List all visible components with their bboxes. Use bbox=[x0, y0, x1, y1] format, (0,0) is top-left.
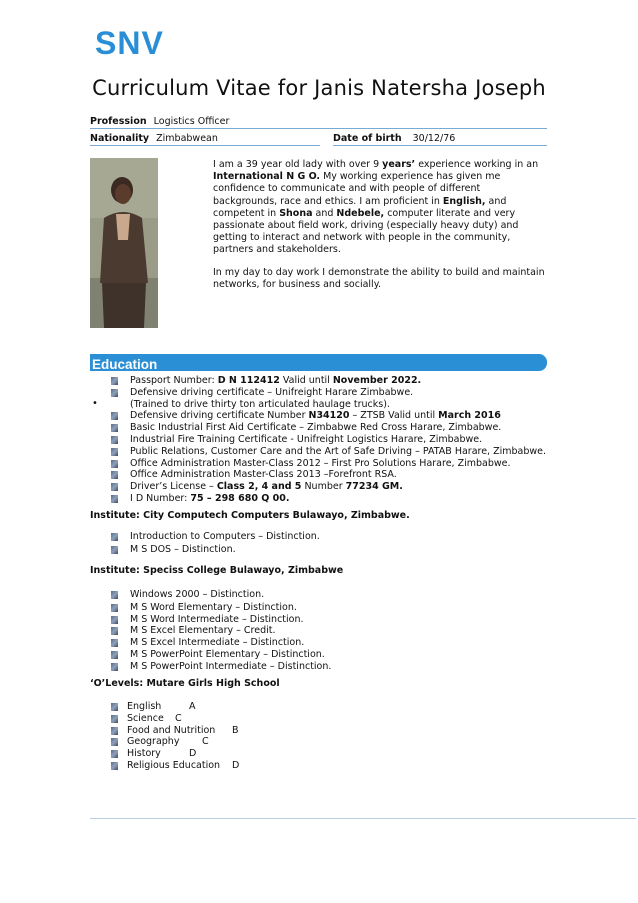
bullet-icon bbox=[111, 651, 118, 659]
institute-list bbox=[111, 589, 331, 673]
dob-value: 30/12/76 bbox=[412, 133, 456, 144]
item-text: Defensive driving certificate – Unifreight Harare Zimbabwe. bbox=[130, 386, 414, 398]
bullet-icon bbox=[111, 663, 118, 671]
bullet-icon bbox=[111, 627, 118, 635]
item-emphasis: 75 – 298 680 Q 00. bbox=[190, 492, 290, 504]
bullet-icon bbox=[111, 616, 118, 624]
bio-text: I am a 39 year old lady with over 9 bbox=[213, 159, 383, 170]
education-item bbox=[111, 481, 546, 493]
item-text: – ZTSB Valid until bbox=[349, 410, 439, 422]
course-item bbox=[111, 602, 331, 614]
course-text: M S Excel Intermediate – Distinction. bbox=[130, 637, 305, 649]
bullet-icon bbox=[111, 703, 118, 711]
subject-name: History bbox=[127, 748, 161, 760]
course-text: M S Word Elementary – Distinction. bbox=[130, 601, 297, 613]
education-item bbox=[111, 469, 546, 481]
bullet-icon bbox=[111, 546, 118, 554]
course-text: Windows 2000 – Distinction. bbox=[130, 589, 265, 600]
snv-logo: SNV bbox=[95, 25, 164, 61]
bullet-icon bbox=[111, 377, 118, 385]
item-text: I D Number: bbox=[130, 492, 191, 504]
course-text: Introduction to Computers – Distinction. bbox=[130, 531, 320, 542]
dob-row bbox=[333, 133, 455, 144]
bio-section bbox=[213, 159, 545, 301]
education-item bbox=[111, 446, 546, 458]
subject-item bbox=[111, 725, 239, 737]
bullet-dot: • bbox=[92, 398, 98, 409]
bullet-icon bbox=[111, 460, 118, 468]
bullet-icon bbox=[111, 389, 118, 397]
bullet-icon bbox=[111, 533, 118, 541]
item-emphasis: D N 112412 bbox=[217, 375, 280, 386]
bullet-icon bbox=[111, 424, 118, 432]
divider bbox=[90, 128, 547, 129]
subject-name: Food and Nutrition bbox=[127, 724, 216, 736]
item-text: Public Relations, Customer Care and the Art of Safe Driving – PATAB Harare, Zimbabwe. bbox=[130, 445, 547, 457]
item-emphasis: November 2022. bbox=[332, 375, 422, 386]
item-text: Number bbox=[301, 481, 346, 493]
item-text: Basic Industrial First Aid Certificate – Zimbabwe Red Cross Harare, Zimbabwe. bbox=[130, 422, 502, 434]
subject-item bbox=[111, 760, 239, 772]
subject-grade: B bbox=[232, 724, 239, 736]
bullet-icon bbox=[111, 448, 118, 456]
bio-paragraph: In my day to day work I demonstrate the ability to build and maintain networks, for business and socially. bbox=[213, 266, 545, 290]
nationality-row bbox=[90, 133, 218, 144]
subject-grade: C bbox=[175, 712, 182, 724]
education-item bbox=[111, 387, 546, 399]
bio-text: and bbox=[312, 207, 337, 219]
profile-photo bbox=[90, 158, 158, 328]
bio-text: My working experience has given me confidence to communicate and with people of different backgrounds, race and ethics. I am proficient in bbox=[213, 171, 501, 207]
profession-row bbox=[90, 116, 229, 127]
bullet-icon bbox=[111, 591, 118, 599]
subject-item bbox=[111, 713, 239, 725]
bio-emphasis: International N G O. bbox=[213, 171, 321, 183]
bio-emphasis: Shona bbox=[279, 207, 313, 219]
subject-name: English bbox=[127, 701, 162, 712]
bullet-icon bbox=[111, 750, 118, 758]
bullet-icon bbox=[111, 715, 118, 723]
bio-text: experience working in an bbox=[415, 159, 539, 170]
subject-grade: D bbox=[232, 759, 240, 771]
course-text: M S Word Intermediate – Distinction. bbox=[130, 613, 304, 625]
olevels-list bbox=[111, 701, 239, 772]
item-text: Passport Number: bbox=[130, 375, 218, 386]
education-item bbox=[111, 399, 546, 411]
bullet-icon bbox=[111, 436, 118, 444]
course-item bbox=[111, 614, 331, 626]
item-emphasis: March 2016 bbox=[438, 410, 501, 422]
item-text: Office Administration Master-Class 2013 –Forefront RSA. bbox=[130, 469, 397, 481]
bullet-icon bbox=[111, 604, 118, 612]
course-text: M S PowerPoint Intermediate – Distinction. bbox=[130, 660, 332, 672]
subject-name: Science bbox=[127, 712, 164, 724]
bullet-icon bbox=[111, 738, 118, 746]
subject-grade: D bbox=[189, 748, 197, 760]
item-emphasis: 77234 GM. bbox=[345, 481, 403, 493]
subject-grade: A bbox=[189, 701, 196, 712]
bullet-icon bbox=[111, 471, 118, 479]
footer-divider bbox=[90, 818, 636, 819]
subject-item bbox=[111, 748, 239, 760]
bullet-icon bbox=[111, 412, 118, 420]
course-item bbox=[111, 649, 331, 661]
course-item bbox=[111, 544, 320, 556]
education-item bbox=[111, 422, 546, 434]
bio-text: computer literate and very passionate about field work, driving (especially heavy duty) and getting to interact and network with people in the community, partners and stakeholders. bbox=[213, 207, 519, 256]
course-text: M S Excel Elementary – Credit. bbox=[130, 625, 276, 637]
item-text: Office Administration Master-Class 2012 – First Pro Solutions Harare, Zimbabwe. bbox=[130, 457, 511, 469]
education-heading bbox=[90, 354, 547, 371]
subject-name: Religious Education bbox=[127, 759, 221, 771]
education-heading-text: Education bbox=[92, 357, 158, 372]
bullet-icon bbox=[111, 483, 118, 491]
education-item bbox=[111, 493, 546, 505]
item-text: Industrial Fire Training Certificate - Unifreight Logistics Harare, Zimbabwe. bbox=[130, 433, 483, 445]
course-item bbox=[111, 589, 331, 601]
olevels-heading: ‘O’Levels: Mutare Girls High School bbox=[90, 678, 280, 689]
cv-title: Curriculum Vitae for Janis Natersha Joseph bbox=[92, 76, 546, 100]
divider bbox=[90, 145, 320, 146]
bio-paragraph bbox=[213, 159, 545, 257]
item-emphasis: N34120 bbox=[308, 410, 350, 422]
item-text: Defensive driving certificate Number bbox=[130, 410, 309, 422]
education-item bbox=[111, 458, 546, 470]
subject-name: Geography bbox=[127, 736, 180, 748]
course-item bbox=[111, 661, 331, 673]
education-item bbox=[111, 410, 546, 422]
education-item bbox=[111, 434, 546, 446]
profession-value: Logistics Officer bbox=[153, 116, 230, 127]
bullet-icon bbox=[111, 727, 118, 735]
subject-item bbox=[111, 701, 239, 713]
nationality-value: Zimbabwean bbox=[156, 133, 218, 144]
course-item bbox=[111, 531, 320, 543]
item-emphasis: Class 2, 4 and 5 bbox=[216, 481, 302, 493]
dob-label: Date of birth bbox=[333, 133, 402, 144]
bullet-icon bbox=[111, 495, 118, 503]
course-text: M S PowerPoint Elementary – Distinction. bbox=[130, 648, 325, 660]
course-item bbox=[111, 637, 331, 649]
bio-emphasis: years’ bbox=[382, 159, 416, 170]
course-text: M S DOS – Distinction. bbox=[130, 543, 236, 555]
item-text: Valid until bbox=[279, 375, 333, 386]
divider bbox=[333, 145, 547, 146]
item-text: (Trained to drive thirty ton articulated haulage trucks). bbox=[130, 398, 390, 410]
institute-heading: Institute: City Computech Computers Bulawayo, Zimbabwe. bbox=[90, 510, 410, 521]
education-list bbox=[111, 375, 546, 505]
nationality-label: Nationality bbox=[90, 133, 150, 144]
subject-item bbox=[111, 736, 239, 748]
bio-emphasis: English, bbox=[442, 195, 486, 207]
bullet-icon bbox=[111, 762, 118, 770]
profession-label: Profession bbox=[90, 116, 147, 127]
subject-grade: C bbox=[202, 736, 209, 748]
education-item bbox=[111, 375, 546, 387]
bio-emphasis: Ndebele, bbox=[336, 207, 385, 219]
bio-text: and competent in bbox=[213, 195, 507, 219]
course-item bbox=[111, 625, 331, 637]
item-text: Driver’s License – bbox=[130, 481, 217, 493]
bullet-icon bbox=[111, 639, 118, 647]
institute-heading: Institute: Speciss College Bulawayo, Zimbabwe bbox=[90, 565, 344, 576]
institute-list bbox=[111, 531, 320, 556]
